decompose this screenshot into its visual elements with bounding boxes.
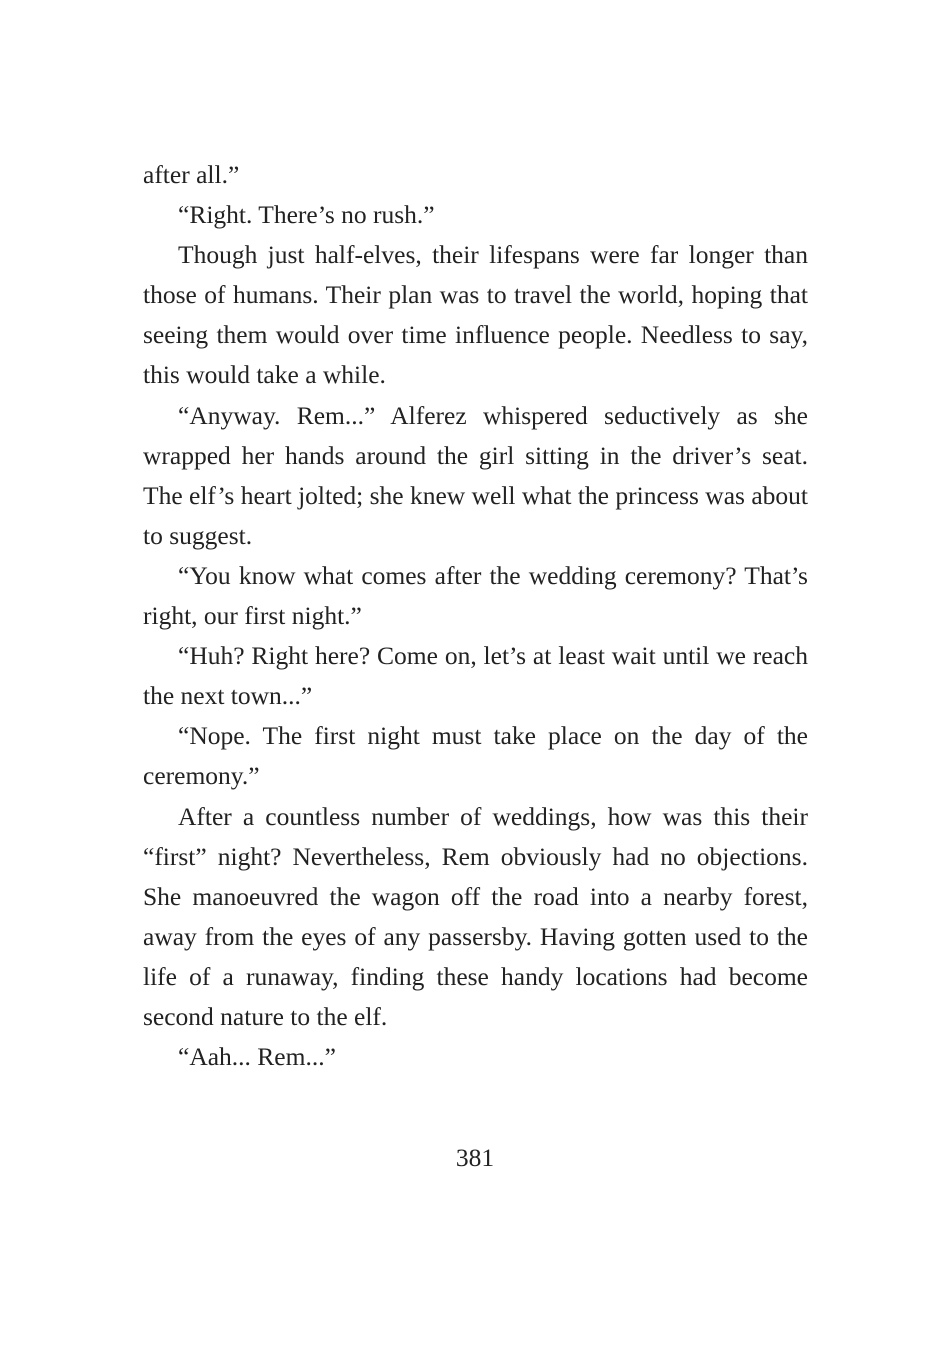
- paragraph: “Right. There’s no rush.”: [178, 200, 435, 230]
- body-text: [143, 155, 808, 1077]
- paragraph: “Anyway. Rem...” Alferez whispered seductively as she wrapped her hands around the girl sitting in the driver’s seat. The elf’s heart jolted; she knew well what the princess was about to suggest.: [143, 400, 808, 550]
- paragraph: “Aah... Rem...”: [178, 1042, 336, 1072]
- paragraph: “You know what comes after the wedding ceremony? That’s right, our first night.”: [143, 560, 808, 631]
- paragraph: After a countless number of weddings, how was this their “first” night? Nevertheless, Rem obviously had no objections. She manoeuvred the wagon off the road into a nearby forest, away from the eyes of any passersby. Having gotten used to the life of a runaway, finding these handy locations had become second nature to the elf.: [143, 801, 808, 1031]
- paragraph: Though just half-elves, their lifespans were far longer than those of humans. Their plan was to travel the world, hoping that seeing them would over time influence people. Needless to say, this would take a while.: [143, 240, 808, 390]
- paragraph: “Nope. The first night must take place on the day of the ceremony.”: [143, 721, 808, 791]
- paragraph-continuation: after all.”: [143, 160, 240, 189]
- paragraph: “Huh? Right here? Come on, let’s at least wait until we reach the next town...”: [143, 641, 808, 711]
- page-number: 381: [455, 1143, 495, 1172]
